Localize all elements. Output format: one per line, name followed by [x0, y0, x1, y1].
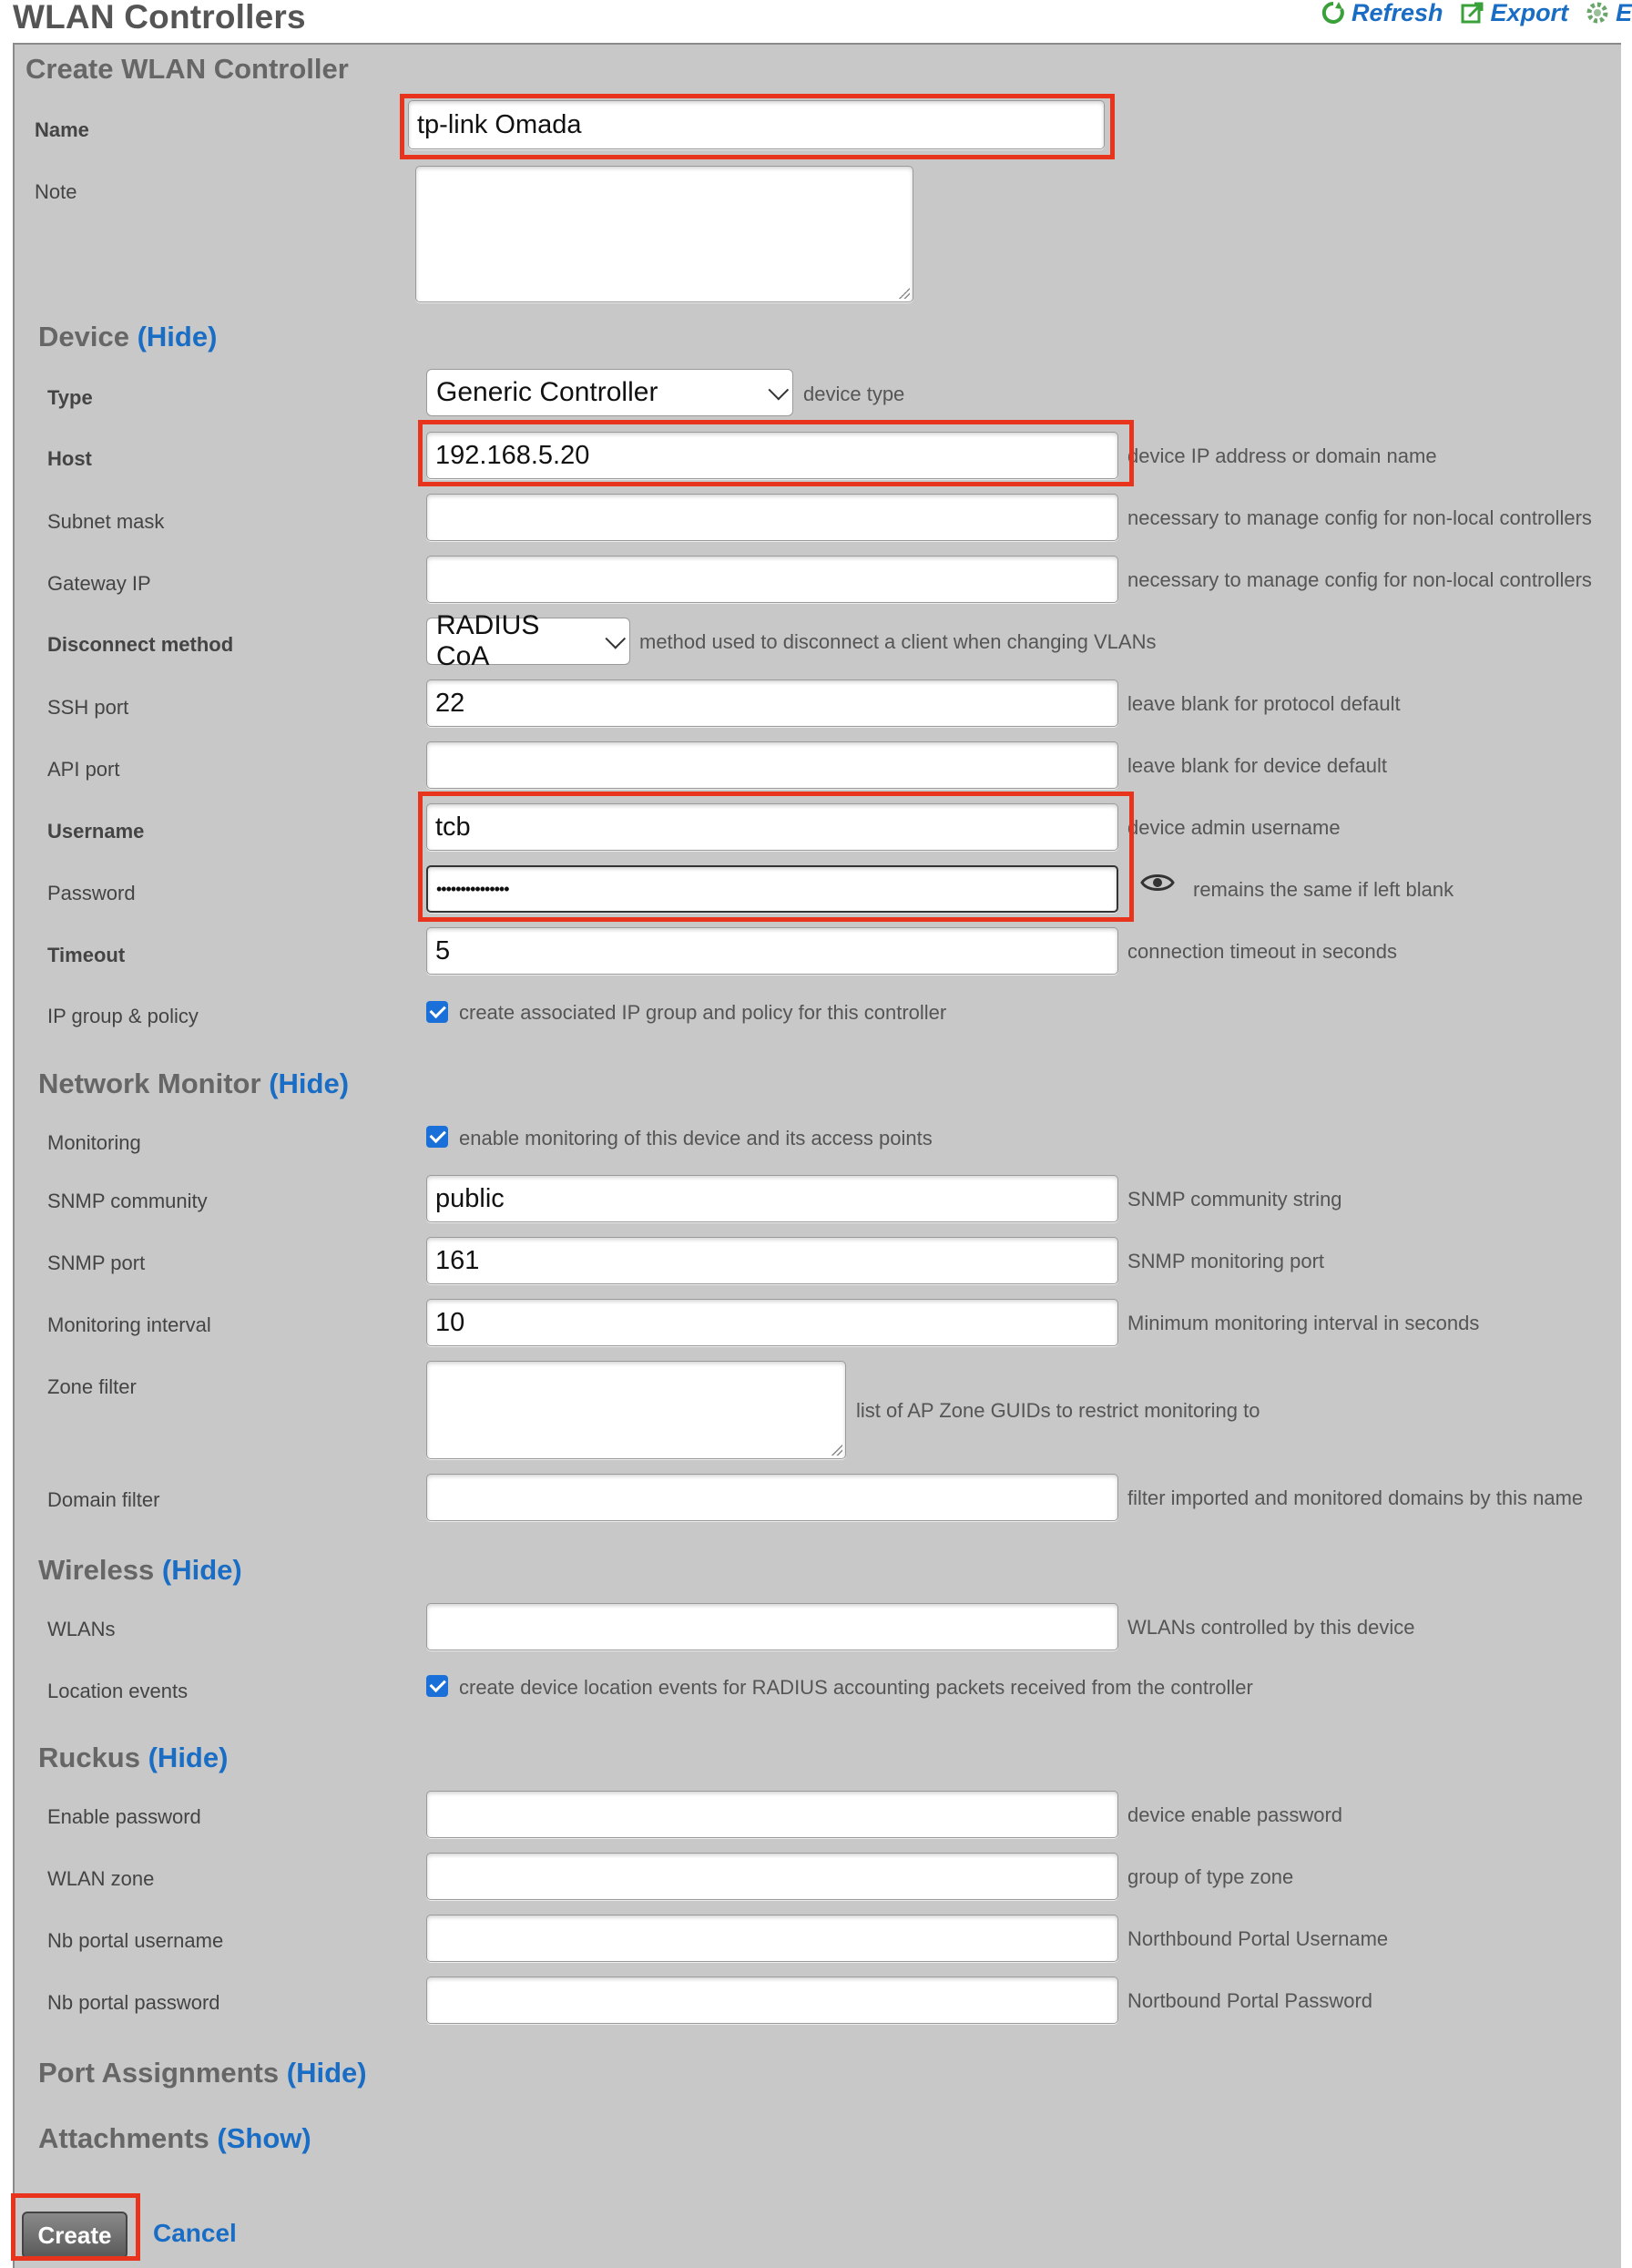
- wlan-zone-hint: group of type zone: [1127, 1865, 1294, 1888]
- ruckus-section-title: [38, 1742, 228, 1774]
- refresh-icon: [1321, 0, 1346, 26]
- network-monitor-hide-toggle[interactable]: (Hide): [269, 1068, 350, 1099]
- ip-group-hint: create associated IP group and policy for this controller: [459, 1001, 947, 1024]
- zone-filter-label: Zone filter: [47, 1375, 137, 1398]
- ip-group-label: IP group & policy: [47, 1005, 199, 1027]
- subnet-mask-label: Subnet mask: [47, 510, 165, 533]
- type-select[interactable]: [426, 369, 793, 416]
- port-assignments-section-label: Port Assignments: [38, 2057, 280, 2089]
- export-button[interactable]: [1460, 0, 1569, 27]
- disconnect-method-hint: method used to disconnect a client when changing VLANs: [639, 630, 1157, 653]
- attachments-section-title: [38, 2122, 311, 2155]
- domain-filter-input[interactable]: [426, 1474, 1118, 1521]
- password-input[interactable]: •••••••••••••••: [426, 865, 1118, 913]
- wlans-label: WLANs: [47, 1618, 116, 1640]
- settings-button[interactable]: [1585, 0, 1632, 27]
- name-input[interactable]: tp-link Omada: [408, 100, 1105, 149]
- cancel-link[interactable]: Cancel: [153, 2219, 237, 2247]
- domain-filter-hint: filter imported and monitored domains by this name: [1127, 1486, 1584, 1509]
- device-hide-toggle[interactable]: (Hide): [137, 321, 218, 352]
- gateway-ip-hint: necessary to manage config for non-local controllers: [1127, 568, 1592, 591]
- username-hint: device admin username: [1127, 816, 1341, 839]
- timeout-label: Timeout: [47, 944, 126, 966]
- wlan-zone-label: WLAN zone: [47, 1867, 155, 1890]
- settings-label: E: [1616, 0, 1632, 26]
- monitoring-interval-label: Monitoring interval: [47, 1313, 211, 1336]
- host-input[interactable]: 192.168.5.20: [426, 432, 1118, 479]
- type-hint: device type: [803, 383, 905, 405]
- export-label: Export: [1490, 0, 1569, 26]
- create-button[interactable]: Create: [22, 2212, 128, 2259]
- subnet-mask-hint: necessary to manage config for non-local controllers: [1127, 506, 1592, 529]
- page-title: WLAN Controllers: [13, 0, 306, 36]
- wlan-zone-input[interactable]: [426, 1853, 1118, 1900]
- nb-portal-password-label: Nb portal password: [47, 1991, 220, 2014]
- export-icon: [1460, 0, 1485, 26]
- port-assignments-hide-toggle[interactable]: (Hide): [286, 2057, 367, 2089]
- create-highlight: [11, 2193, 140, 2261]
- settings-icon: [1585, 0, 1610, 26]
- monitoring-hint: enable monitoring of this device and its access points: [459, 1127, 933, 1149]
- ip-group-checkbox[interactable]: [426, 1001, 448, 1023]
- snmp-port-label: SNMP port: [47, 1251, 146, 1274]
- attachments-section-label: Attachments: [38, 2122, 209, 2154]
- subnet-mask-input[interactable]: [426, 494, 1118, 541]
- snmp-community-input[interactable]: public: [426, 1175, 1118, 1222]
- gateway-ip-input[interactable]: [426, 556, 1118, 603]
- host-hint: device IP address or domain name: [1127, 444, 1437, 467]
- gateway-ip-label: Gateway IP: [47, 572, 151, 595]
- resize-handle-icon[interactable]: [899, 288, 910, 299]
- ssh-port-input[interactable]: 22: [426, 679, 1118, 727]
- device-section-title: [38, 321, 217, 353]
- monitoring-interval-hint: Minimum monitoring interval in seconds: [1127, 1312, 1480, 1334]
- monitoring-checkbox[interactable]: [426, 1126, 448, 1148]
- monitoring-label: Monitoring: [47, 1131, 141, 1154]
- snmp-community-hint: SNMP community string: [1127, 1188, 1342, 1211]
- wlans-input[interactable]: [426, 1603, 1118, 1650]
- enable-password-input[interactable]: [426, 1791, 1118, 1838]
- wireless-section-label: Wireless: [38, 1554, 155, 1586]
- username-label: Username: [47, 820, 145, 843]
- type-select-value: Generic Controller: [436, 377, 658, 407]
- wireless-hide-toggle[interactable]: (Hide): [161, 1554, 242, 1586]
- device-section-label: Device: [38, 321, 129, 352]
- note-label: Note: [35, 180, 77, 203]
- enable-password-label: Enable password: [47, 1805, 201, 1828]
- location-events-label: Location events: [47, 1680, 189, 1702]
- note-textarea[interactable]: [415, 166, 913, 302]
- type-label: Type: [47, 386, 93, 409]
- nb-portal-username-input[interactable]: [426, 1915, 1118, 1962]
- zone-filter-textarea[interactable]: [426, 1361, 846, 1459]
- snmp-community-label: SNMP community: [47, 1190, 208, 1212]
- api-port-input[interactable]: [426, 741, 1118, 789]
- nb-portal-username-hint: Northbound Portal Username: [1127, 1927, 1389, 1950]
- timeout-hint: connection timeout in seconds: [1127, 940, 1397, 963]
- username-input[interactable]: tcb: [426, 803, 1118, 851]
- host-label: Host: [47, 447, 92, 470]
- credentials-highlight: [418, 792, 1134, 922]
- nb-portal-password-hint: Nortbound Portal Password: [1127, 1989, 1373, 2012]
- snmp-port-input[interactable]: 161: [426, 1237, 1118, 1284]
- password-label: Password: [47, 882, 136, 904]
- password-hint: remains the same if left blank: [1193, 878, 1454, 901]
- host-highlight: [418, 420, 1134, 486]
- ruckus-hide-toggle[interactable]: (Hide): [148, 1742, 229, 1773]
- ssh-port-hint: leave blank for protocol default: [1127, 692, 1401, 715]
- chevron-down-icon: [606, 628, 626, 649]
- api-port-label: API port: [47, 758, 120, 781]
- attachments-show-toggle[interactable]: (Show): [217, 2122, 311, 2154]
- disconnect-method-select[interactable]: [426, 610, 630, 671]
- refresh-button[interactable]: [1321, 0, 1443, 27]
- disconnect-method-value: RADIUS CoA: [436, 610, 540, 671]
- name-label: Name: [35, 118, 89, 141]
- refresh-label: Refresh: [1352, 0, 1443, 26]
- location-events-hint: create device location events for RADIUS accounting packets received from the controller: [459, 1676, 1253, 1699]
- snmp-port-hint: SNMP monitoring port: [1127, 1250, 1325, 1272]
- wireless-section-title: [38, 1554, 242, 1587]
- network-monitor-section-title: [38, 1068, 349, 1100]
- form-title: Create WLAN Controller: [26, 53, 349, 85]
- enable-password-hint: device enable password: [1127, 1803, 1343, 1826]
- location-events-checkbox[interactable]: [426, 1675, 448, 1697]
- resize-handle-icon[interactable]: [831, 1445, 842, 1456]
- name-highlight: [400, 94, 1115, 159]
- chevron-down-icon: [769, 380, 790, 401]
- ruckus-section-label: Ruckus: [38, 1742, 140, 1773]
- domain-filter-label: Domain filter: [47, 1488, 160, 1511]
- toolbar: [1321, 0, 1632, 31]
- disconnect-method-label: Disconnect method: [47, 633, 234, 656]
- ssh-port-label: SSH port: [47, 696, 129, 719]
- network-monitor-section-label: Network Monitor: [38, 1068, 261, 1099]
- timeout-input[interactable]: 5: [426, 927, 1118, 975]
- show-password-eye-icon[interactable]: [1140, 870, 1175, 895]
- wlans-hint: WLANs controlled by this device: [1127, 1616, 1415, 1639]
- port-assignments-section-title: [38, 2057, 367, 2089]
- monitoring-interval-input[interactable]: 10: [426, 1299, 1118, 1346]
- nb-portal-password-input[interactable]: [426, 1977, 1118, 2024]
- api-port-hint: leave blank for device default: [1127, 754, 1387, 777]
- zone-filter-hint: list of AP Zone GUIDs to restrict monitoring to: [856, 1399, 1260, 1422]
- nb-portal-username-label: Nb portal username: [47, 1929, 224, 1952]
